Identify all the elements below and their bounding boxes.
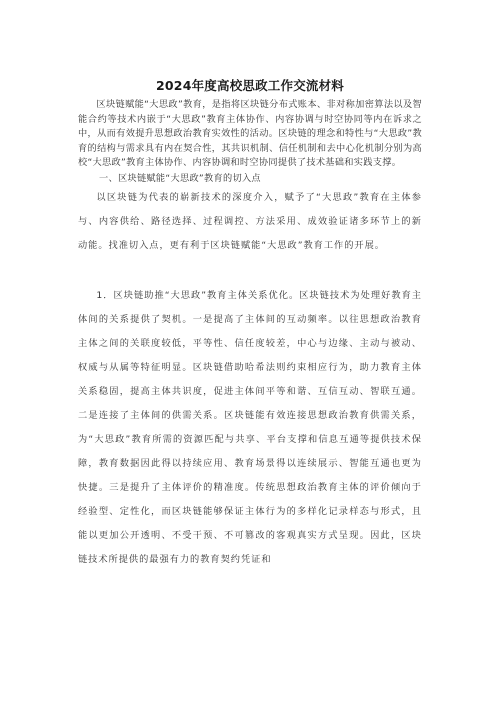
body-paragraph: 以区块链为代表的崭新技术的深度介入，赋予了“大思政”教育在主体参与、内容供给、路径选择、过程调控、方法采用、成效验证诸多环节上的新动能。找准切入点，更有利于区块链赋能“大思政”教育工作的开展。 (78, 192, 422, 251)
body-paragraph: 1．区块链助推“大思政”教育主体关系优化。区块链技术为处理好教育主体间的关系提供了契机。一是提高了主体间的互动频率。以往思想政治教育主体之间的关联度较低，平等性、信任度较差，中心与边缘、主动与被动、权威与从属等特征明显。区块链借助哈希法则约束相应行为，助力教育主体关系稳固，提高主体共识度，促进主体间平等和谐、互信互动、智联互通。二是连接了主体间的供需关系。区块链能有效连接思想政治教育供需关系，为“大思政”教育所需的资源匹配与共享、平台支撑和信息互通等提供技术保障，教育数据因此得以持续应用、教育场景得以连续展示、智能互通也更为快捷。三是提升了主体评价的精准度。传统思想政治教育主体的评价倾向于经验型、定性化，而区块链能够保证主体行为的多样化记录样态与形式，且能以更加公开透明、不受干预、不可篡改的客观真实方式呈现。因此，区块链技术所提供的最强有力的教育契约凭证和 (78, 290, 422, 565)
section-heading: 一、区块链赋能“大思政”教育的切入点 (99, 173, 261, 184)
abstract-paragraph: 区块链赋能“大思政”教育，是指将区块链分布式账本、非对称加密算法以及智能合约等技术内嵌于“大思政”教育主体协作、内容协调与时空协同等内在诉求之中，从而有效提升思想政治教育实效性的活动。区块链的理念和特性与“大思政”教育的结构与需求具有内在契合性，其共识机制、信任机制和去中心化机制分别为高校“大思政”教育主体协作、内容协调和时空协同提供了技术基础和实践支撑。 (78, 99, 422, 169)
document-title: 2024年度高校思政工作交流材料 (156, 78, 344, 94)
